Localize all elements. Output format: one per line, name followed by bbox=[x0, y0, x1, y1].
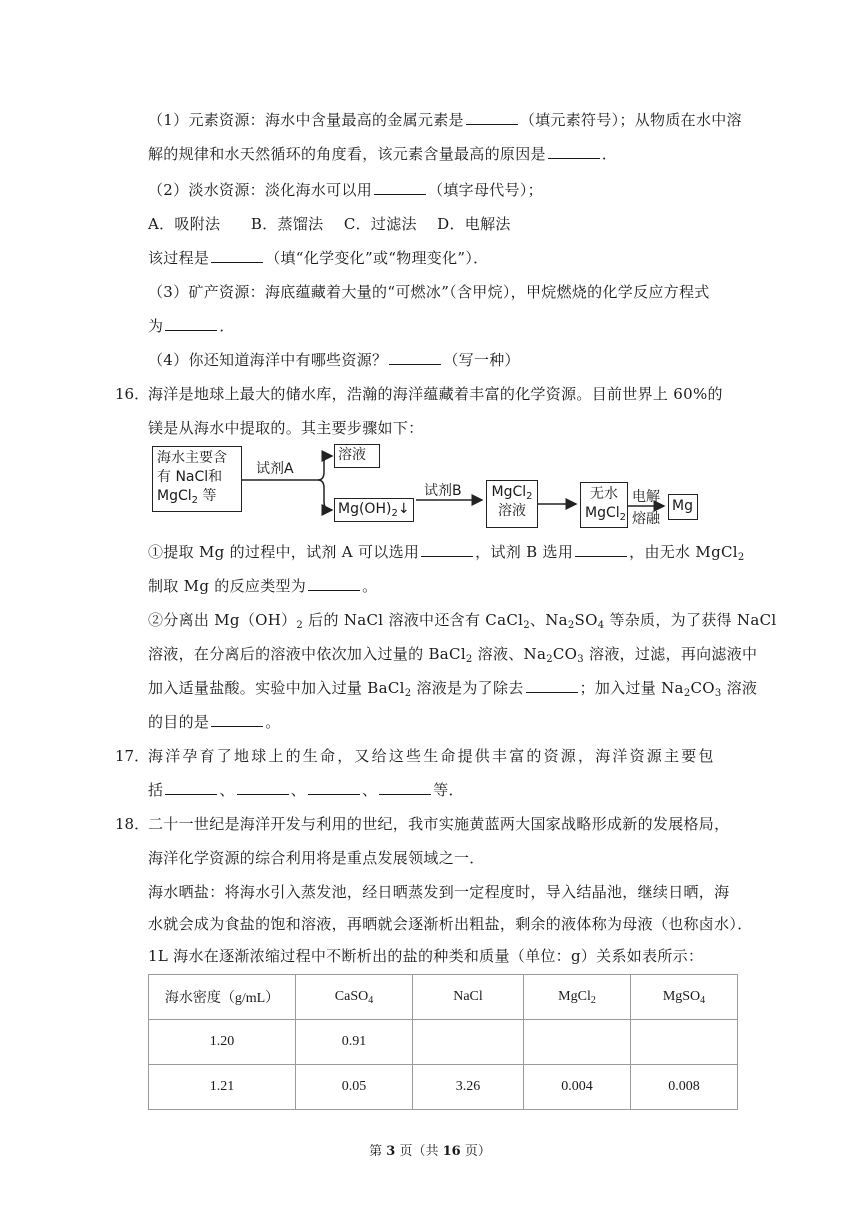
solution-box: 溶液 bbox=[334, 444, 380, 468]
table-cell: 0.91 bbox=[296, 1020, 413, 1065]
table-cell: 0.05 bbox=[296, 1065, 413, 1110]
answer-blank[interactable] bbox=[526, 678, 578, 693]
table-cell: 0.008 bbox=[631, 1065, 738, 1110]
mgcl2-solution-box: MgCl$_2$ 溶液 bbox=[486, 480, 538, 528]
q16-line-1: 海洋是地球上最大的储水库，浩瀚的海洋蕴藏着丰富的化学资源。目前世界上 60%的 bbox=[148, 385, 723, 403]
q18-line-4: 水就会成为食盐的饱和溶液，再晒就会逐渐析出粗盐，剩余的液体称为母液（也称卤水）． bbox=[148, 915, 753, 933]
table-row bbox=[149, 1020, 738, 1065]
molten-label: 熔融 bbox=[632, 511, 660, 527]
q16-sub2-line-2: 溶液，在分离后的溶液中依次加入过量的 BaCl$_2$ 溶液、$Na_2CO_3$ 溶液，过滤，再向滤液中 bbox=[148, 645, 758, 665]
reagent-a-label: 试剂A bbox=[256, 461, 294, 477]
anhydrous-mgcl2-box: 无水 MgCl$_2$ bbox=[580, 482, 628, 528]
seawater-box: 海水主要含 有 NaCl和 MgCl$_2$ 等 bbox=[152, 446, 242, 512]
q15-line-6: （3）矿产资源：海底蕴藏着大量的“可燃冰”（含甲烷），甲烷燃烧的化学反应方程式 bbox=[148, 283, 710, 301]
q16-number: 16． bbox=[115, 385, 150, 403]
table-cell bbox=[413, 1020, 524, 1065]
table-header-cell: 海水密度（g/mL） bbox=[149, 975, 296, 1020]
q18-line-3: 海水晒盐：将海水引入蒸发池，经日晒蒸发到一定程度时，导入结晶池，继续日晒，海 bbox=[148, 883, 730, 901]
q18-line-2: 海洋化学资源的综合利用将是重点发展领域之一． bbox=[148, 849, 485, 867]
answer-blank[interactable] bbox=[374, 180, 426, 195]
q16-sub2-line-3: 加入适量盐酸。实验中加入过量 BaCl$_2$ 溶液是为了除去 ；加入过量 $Na_2CO_3$ 溶液 bbox=[148, 679, 758, 699]
mgoh2-box: $Mg(OH)_2↓$ bbox=[334, 498, 414, 522]
answer-blank[interactable] bbox=[389, 350, 441, 365]
q15-options: A．吸附法 B．蒸馏法 C．过滤法 D．电解法 bbox=[148, 215, 511, 233]
mg-box: Mg bbox=[668, 494, 698, 520]
answer-blank[interactable] bbox=[308, 576, 360, 591]
q17-line-2: 括 、 、 、 等． bbox=[148, 781, 464, 799]
table-cell: 3.26 bbox=[413, 1065, 524, 1110]
q16-sub2-line-4: 的目的是 。 bbox=[148, 713, 281, 731]
answer-blank[interactable] bbox=[165, 316, 217, 331]
q18-number: 18． bbox=[115, 815, 150, 833]
q15-line-7: 为 ． bbox=[148, 317, 235, 335]
q15-line-1: （1）元素资源：海水中含量最高的金属元素是 （填元素符号）；从物质在水中溶 bbox=[148, 111, 742, 129]
table-header-cell: MgCl$_2$ bbox=[524, 975, 631, 1020]
q15-line-2: 解的规律和水天然循环的角度看，该元素含量最高的原因是 ． bbox=[148, 145, 618, 163]
q17-number: 17． bbox=[115, 747, 150, 765]
reagent-b-label: 试剂B bbox=[424, 483, 462, 499]
q16-sub1-line-2: 制取 Mg 的反应类型为 。 bbox=[148, 577, 378, 595]
salt-precipitation-table bbox=[148, 974, 738, 1110]
answer-blank[interactable] bbox=[548, 144, 600, 159]
answer-blank[interactable] bbox=[211, 248, 263, 263]
electrolysis-label: 电解 bbox=[632, 489, 660, 505]
answer-blank[interactable] bbox=[237, 780, 289, 795]
q17-line-1: 海洋孕育了地球上的生命，又给这些生命提供丰富的资源，海洋资源主要包 bbox=[148, 747, 716, 765]
q16-line-2: 镁是从海水中提取的。其主要步骤如下： bbox=[148, 419, 424, 437]
table-row bbox=[149, 1065, 738, 1110]
q15-line-3: （2）淡水资源：淡化海水可以用 （填字母代号）； bbox=[148, 181, 543, 199]
page-footer: 第 3 页（共 16 页） bbox=[369, 1144, 491, 1159]
answer-blank[interactable] bbox=[379, 780, 431, 795]
answer-blank[interactable] bbox=[308, 780, 360, 795]
table-header-row bbox=[149, 975, 738, 1020]
q18-line-5: 1L 海水在逐渐浓缩过程中不断析出的盐的种类和质量（单位：g）关系如表所示： bbox=[148, 947, 704, 965]
answer-blank[interactable] bbox=[575, 542, 627, 557]
table-header-cell: NaCl bbox=[413, 975, 524, 1020]
q15-line-5: 该过程是 （填“化学变化”或“物理变化”）． bbox=[148, 249, 489, 267]
table-cell bbox=[524, 1020, 631, 1065]
answer-blank[interactable] bbox=[466, 110, 518, 125]
table-header-cell: CaSO$_4$ bbox=[296, 975, 413, 1020]
answer-blank[interactable] bbox=[211, 712, 263, 727]
answer-blank[interactable] bbox=[421, 542, 473, 557]
q16-sub1-line-1: ①提取 Mg 的过程中，试剂 A 可以选用 ，试剂 B 选用 ，由无水 MgCl$_2$ bbox=[148, 543, 745, 563]
q18-line-1: 二十一世纪是海洋开发与利用的世纪，我市实施黄蓝两大国家战略形成新的发展格局， bbox=[148, 815, 730, 833]
table-header-cell: MgSO$_4$ bbox=[631, 975, 738, 1020]
table-cell: 1.21 bbox=[149, 1065, 296, 1110]
table-cell: 1.20 bbox=[149, 1020, 296, 1065]
table-cell bbox=[631, 1020, 738, 1065]
answer-blank[interactable] bbox=[165, 780, 217, 795]
q15-line-8: （4）你还知道海洋中有哪些资源？ （写一种） bbox=[148, 351, 520, 369]
q16-sub2-line-1: ②分离出 $Mg(OH)_2$ 后的 NaCl 溶液中还含有 CaCl$_2$、$Na_2SO_4$ 等杂质，为了获得 NaCl bbox=[148, 611, 777, 631]
table-cell: 0.004 bbox=[524, 1065, 631, 1110]
mg-extraction-flowchart bbox=[148, 444, 708, 534]
